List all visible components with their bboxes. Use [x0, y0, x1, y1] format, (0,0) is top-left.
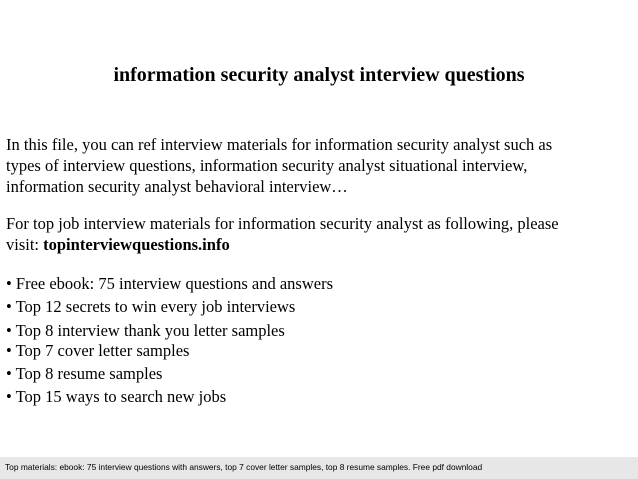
- site-link[interactable]: topinterviewquestions.info: [43, 235, 230, 254]
- bullet-item-secrets: • Top 12 secrets to win every job interviews: [6, 297, 296, 316]
- page-title: information security analyst interview questions: [113, 64, 525, 86]
- lead-line-1: For top job interview materials for information security analyst as following, please: [6, 214, 559, 233]
- bullet-item-cover-letters: • Top 7 cover letter samples: [6, 341, 190, 360]
- visit-label: visit:: [6, 235, 44, 254]
- bullet-item-resume-samples: • Top 8 resume samples: [6, 364, 163, 383]
- footer-text: Top materials: ebook: 75 interview questions with answers, top 7 cover letter samples, top 8 resume samples. Free pdf download: [5, 462, 483, 472]
- footer-bar: [0, 457, 638, 479]
- intro-paragraph: [6, 134, 632, 197]
- bullet-item-thank-you-letters: • Top 8 interview thank you letter samples: [6, 321, 285, 340]
- lead-line-2: [6, 234, 632, 255]
- bullet-item-search-jobs: • Top 15 ways to search new jobs: [6, 387, 227, 406]
- lead-paragraph: [6, 213, 632, 255]
- intro-line-3: information security analyst behavioral interview…: [6, 177, 348, 196]
- intro-line-2: types of interview questions, information security analyst situational interview,: [6, 156, 528, 175]
- intro-line-1: In this file, you can ref interview materials for information security analyst such as: [6, 135, 553, 154]
- bullet-item-ebook: • Free ebook: 75 interview questions and answers: [6, 274, 333, 293]
